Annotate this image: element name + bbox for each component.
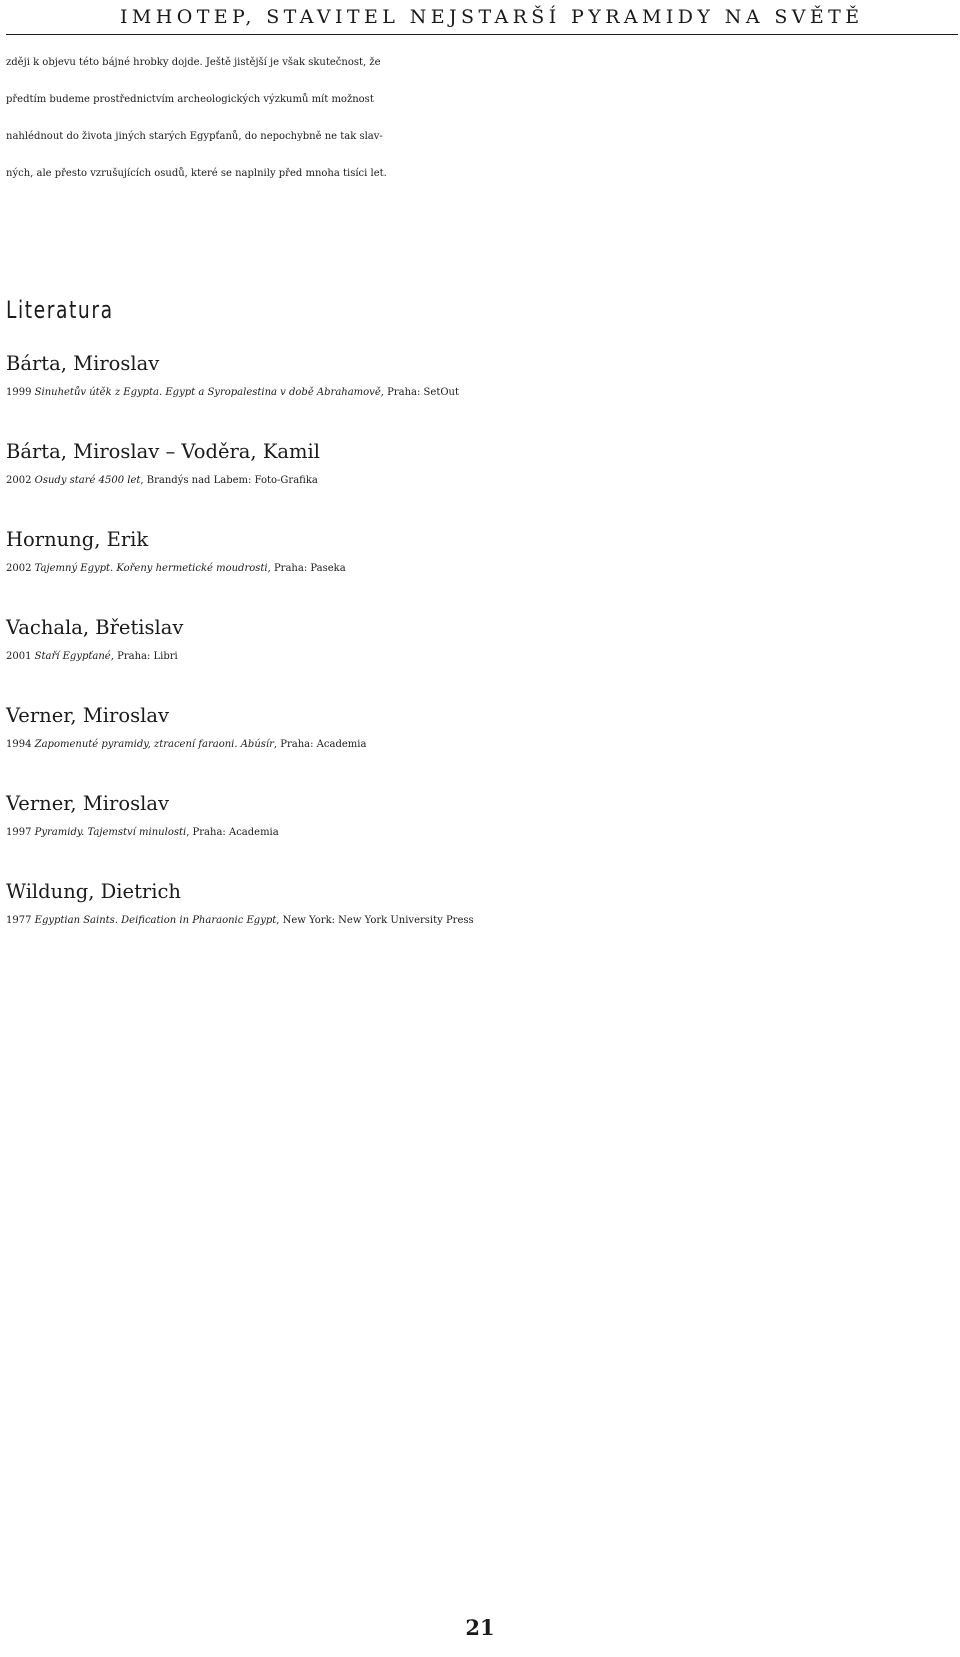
reference-year: 1994 [6, 739, 32, 750]
literature-heading: Literatura [6, 296, 114, 324]
reference-title: Pyramidy. Tajemství minulosti [34, 827, 187, 838]
reference-citation [6, 466, 956, 495]
reference-title: Osudy staré 4500 let [34, 475, 141, 486]
reference-entry [6, 701, 956, 759]
reference-authors: Verner, Miroslav [6, 792, 169, 815]
reference-title: Zapomenuté pyramidy, ztracení faraoni. Abúsír [34, 739, 274, 750]
running-header-title: IMHOTEP, STAVITEL NEJSTARŠÍ PYRAMIDY NA SVĚTĚ [120, 6, 864, 28]
reference-authors: Vachala, Břetislav [6, 616, 184, 639]
reference-entry [6, 877, 956, 935]
reference-publisher: , Praha: Paseka [267, 563, 346, 574]
reference-year: 2002 [6, 475, 32, 486]
reference-year: 2001 [6, 651, 32, 662]
reference-authors: Verner, Miroslav [6, 704, 169, 727]
reference-publisher: , Praha: Libri [110, 651, 178, 662]
reference-publisher: , Brandýs nad Labem: Foto-Grafika [140, 475, 318, 486]
reference-citation [6, 906, 956, 935]
reference-year: 1977 [6, 915, 32, 926]
reference-authors: Hornung, Erik [6, 528, 149, 551]
reference-year: 2002 [6, 563, 32, 574]
reference-title: Sinuhetův útěk z Egypta. Egypt a Syropalestina v době Abrahamově [34, 387, 381, 398]
reference-publisher: , Praha: Academia [186, 827, 279, 838]
body-paragraph [6, 44, 956, 192]
reference-entry [6, 437, 956, 495]
body-line: předtím budeme prostřednictvím archeologických výzkumů mít možnost [6, 94, 374, 105]
reference-title: Tajemný Egypt. Kořeny hermetické moudrosti [34, 563, 268, 574]
reference-entry [6, 789, 956, 847]
reference-citation [6, 642, 956, 671]
reference-citation [6, 554, 956, 583]
reference-citation [6, 378, 956, 407]
page-number: 21 [465, 1615, 495, 1640]
reference-year: 1999 [6, 387, 32, 398]
reference-citation [6, 730, 956, 759]
reference-year: 1997 [6, 827, 32, 838]
reference-title: Egyptian Saints. Deification in Pharaonic Egypt [34, 915, 277, 926]
reference-citation [6, 818, 956, 847]
reference-authors: Wildung, Dietrich [6, 880, 181, 903]
body-line: zději k objevu této bájné hrobky dojde. Ještě jistější je však skutečnost, že [6, 57, 381, 68]
reference-authors: Bárta, Miroslav – Voděra, Kamil [6, 440, 320, 463]
reference-entry [6, 525, 956, 583]
reference-entry [6, 613, 956, 671]
running-header [6, 4, 958, 35]
body-line: ných, ale přesto vzrušujících osudů, které se naplnily před mnoha tisíci let. [6, 168, 387, 179]
body-line: nahlédnout do života jiných starých Egypťanů, do nepochybně ne tak slav- [6, 131, 383, 142]
reference-title: Staří Egypťané [34, 651, 111, 662]
reference-publisher: , Praha: Academia [273, 739, 367, 750]
reference-entry [6, 349, 956, 407]
reference-publisher: , New York: New York University Press [276, 915, 474, 926]
reference-publisher: , Praha: SetOut [380, 387, 459, 398]
reference-authors: Bárta, Miroslav [6, 352, 160, 375]
reference-list [6, 349, 956, 965]
